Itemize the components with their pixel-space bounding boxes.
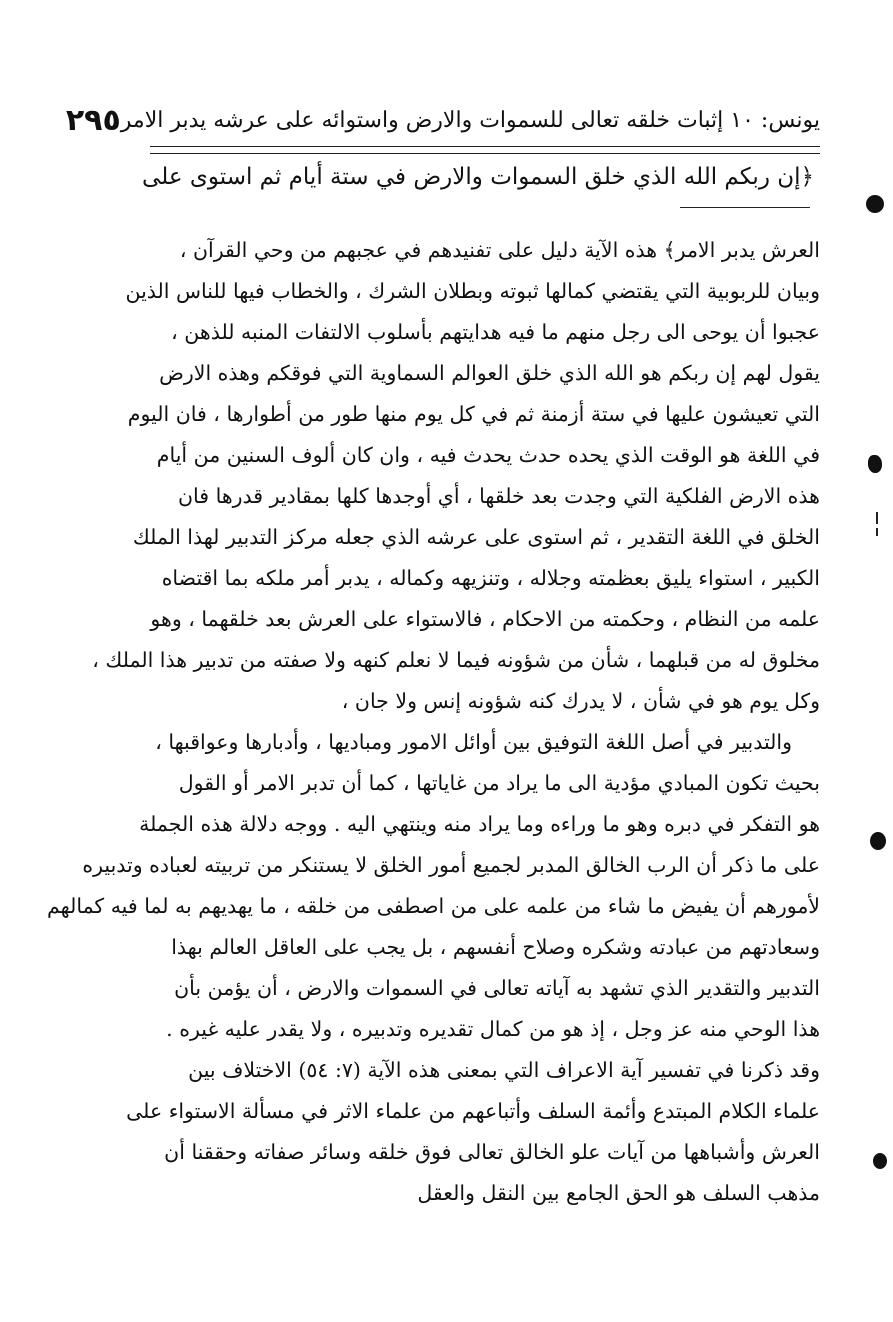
header-rule-bottom: [150, 153, 820, 154]
running-header: [65, 100, 820, 140]
text-line-14: بحيث تكون المبادي مؤدية الى ما يراد من غاياتها ، كما أن تدبر الامر أو القول: [178, 771, 820, 795]
text-line-23: العرش وأشباهها من آيات علو الخالق تعالى فوق خلقه وسائر صفاته وحققنا أن: [164, 1140, 820, 1164]
text-line-8: الخلق في اللغة التقدير ، ثم استوى على عرشه الذي جعله مركز التدبير لهذا الملك: [132, 525, 820, 549]
text-line-2: وبيان للربوبية التي يقتضي كمالها ثبوته وبطلان الشرك ، والخطاب فيها للناس الذين: [125, 279, 820, 303]
text-line-10: علمه من النظام ، وحكمته من الاحكام ، فالاستواء على العرش بعد خلقهما ، وهو: [150, 607, 820, 631]
text-line-16: على ما ذكر أن الرب الخالق المدبر لجميع أمور الخلق لا يستنكر من تربيته لعباده وتدبيره: [82, 853, 820, 877]
text-line-21: وقد ذكرنا في تفسير آية الاعراف التي بمعنى هذه الآية (٧: ٥٤) الاختلاف بين: [188, 1058, 820, 1082]
header-rule-top: [150, 146, 820, 147]
page-number: ٢٩٥: [65, 102, 121, 138]
quran-verse: ﴿إن ربكم الله الذي خلق السموات والارض في ستة أيام ثم استوى على: [142, 164, 814, 190]
text-line-9: الكبير ، استواء يليق بعظمته وجلاله ، وتنزيهه وكماله ، يدبر أمر ملكه بما اقتضاه: [161, 566, 820, 590]
text-line-5: التي تعيشون عليها في ستة أزمنة ثم في كل يوم منها طور من أطوارها ، فان اليوم: [127, 402, 820, 426]
text-line-24: مذهب السلف هو الحق الجامع بين النقل والعقل: [417, 1181, 820, 1205]
text-line-13: والتدبير في أصل اللغة التوفيق بين أوائل الامور ومباديها ، وأدبارها وعواقبها ،: [155, 730, 792, 754]
text-line-3: عجبوا أن يوحى الى رجل منهم ما فيه هدايتهم بأسلوب الالتفات المنبه للذهن ،: [171, 320, 820, 344]
text-line-7: هذه الارض الفلكية التي وجدت بعد خلقها ، أي أوجدها كلها بمقادير قدرها فان: [177, 484, 820, 508]
text-line-4: يقول لهم إن ربكم هو الله الذي خلق العوالم السماوية التي فوقكم وهذه الارض: [159, 361, 820, 385]
header-title: يونس: ١٠ إثبات خلقه تعالى للسموات والارض واستوائه على عرشه يدبر الامر: [120, 107, 820, 133]
commentary-body: [46, 230, 820, 1214]
scan-mark: [876, 528, 878, 536]
text-line-18: وسعادتهم من عبادته وشكره وصلاح أنفسهم ، بل يجب على العاقل العالم بهذا: [171, 935, 820, 959]
verse-underline: [680, 207, 810, 208]
text-line-1: العرش يدبر الامر﴾ هذه الآية دليل على تفنيدهم في عجبهم من وحي القرآن ،: [179, 238, 820, 262]
text-line-20: هذا الوحي منه عز وجل ، إذ هو من كمال تقديره وتدبيره ، ولا يقدر عليه غيره .: [166, 1017, 820, 1041]
scan-ink-spot: [868, 455, 882, 473]
text-line-11: مخلوق له من قبلهما ، شأن من شؤونه فيما لا نعلم كنهه ولا صفته من تدبير هذا الملك ،: [92, 648, 820, 672]
scan-ink-spot: [873, 1153, 887, 1169]
scan-ink-spot: [870, 832, 886, 850]
text-line-6: في اللغة هو الوقت الذي يحده حدث يحدث فيه ، وان كان ألوف السنين من أيام: [156, 443, 820, 467]
text-line-17: لأمورهم أن يفيض ما شاء من علمه على من اصطفى من خلقه ، ما يهديهم به لما فيه كمالهم: [46, 894, 820, 918]
text-line-12: وكل يوم هو في شأن ، لا يدرك كنه شؤونه إنس ولا جان ،: [341, 689, 820, 713]
text-line-22: علماء الكلام المبتدع وأئمة السلف وأتباعهم من علماء الاثر في مسألة الاستواء على: [126, 1099, 820, 1123]
text-line-19: التدبير والتقدير الذي تشهد به آياته تعالى في السموات والارض ، أن يؤمن بأن: [174, 976, 820, 1000]
text-line-15: هو التفكر في دبره وهو ما وراءه وما يراد منه وينتهي اليه . ووجه دلالة هذه الجملة: [139, 812, 820, 836]
scan-mark: [876, 512, 878, 524]
scan-ink-spot: [866, 195, 884, 213]
